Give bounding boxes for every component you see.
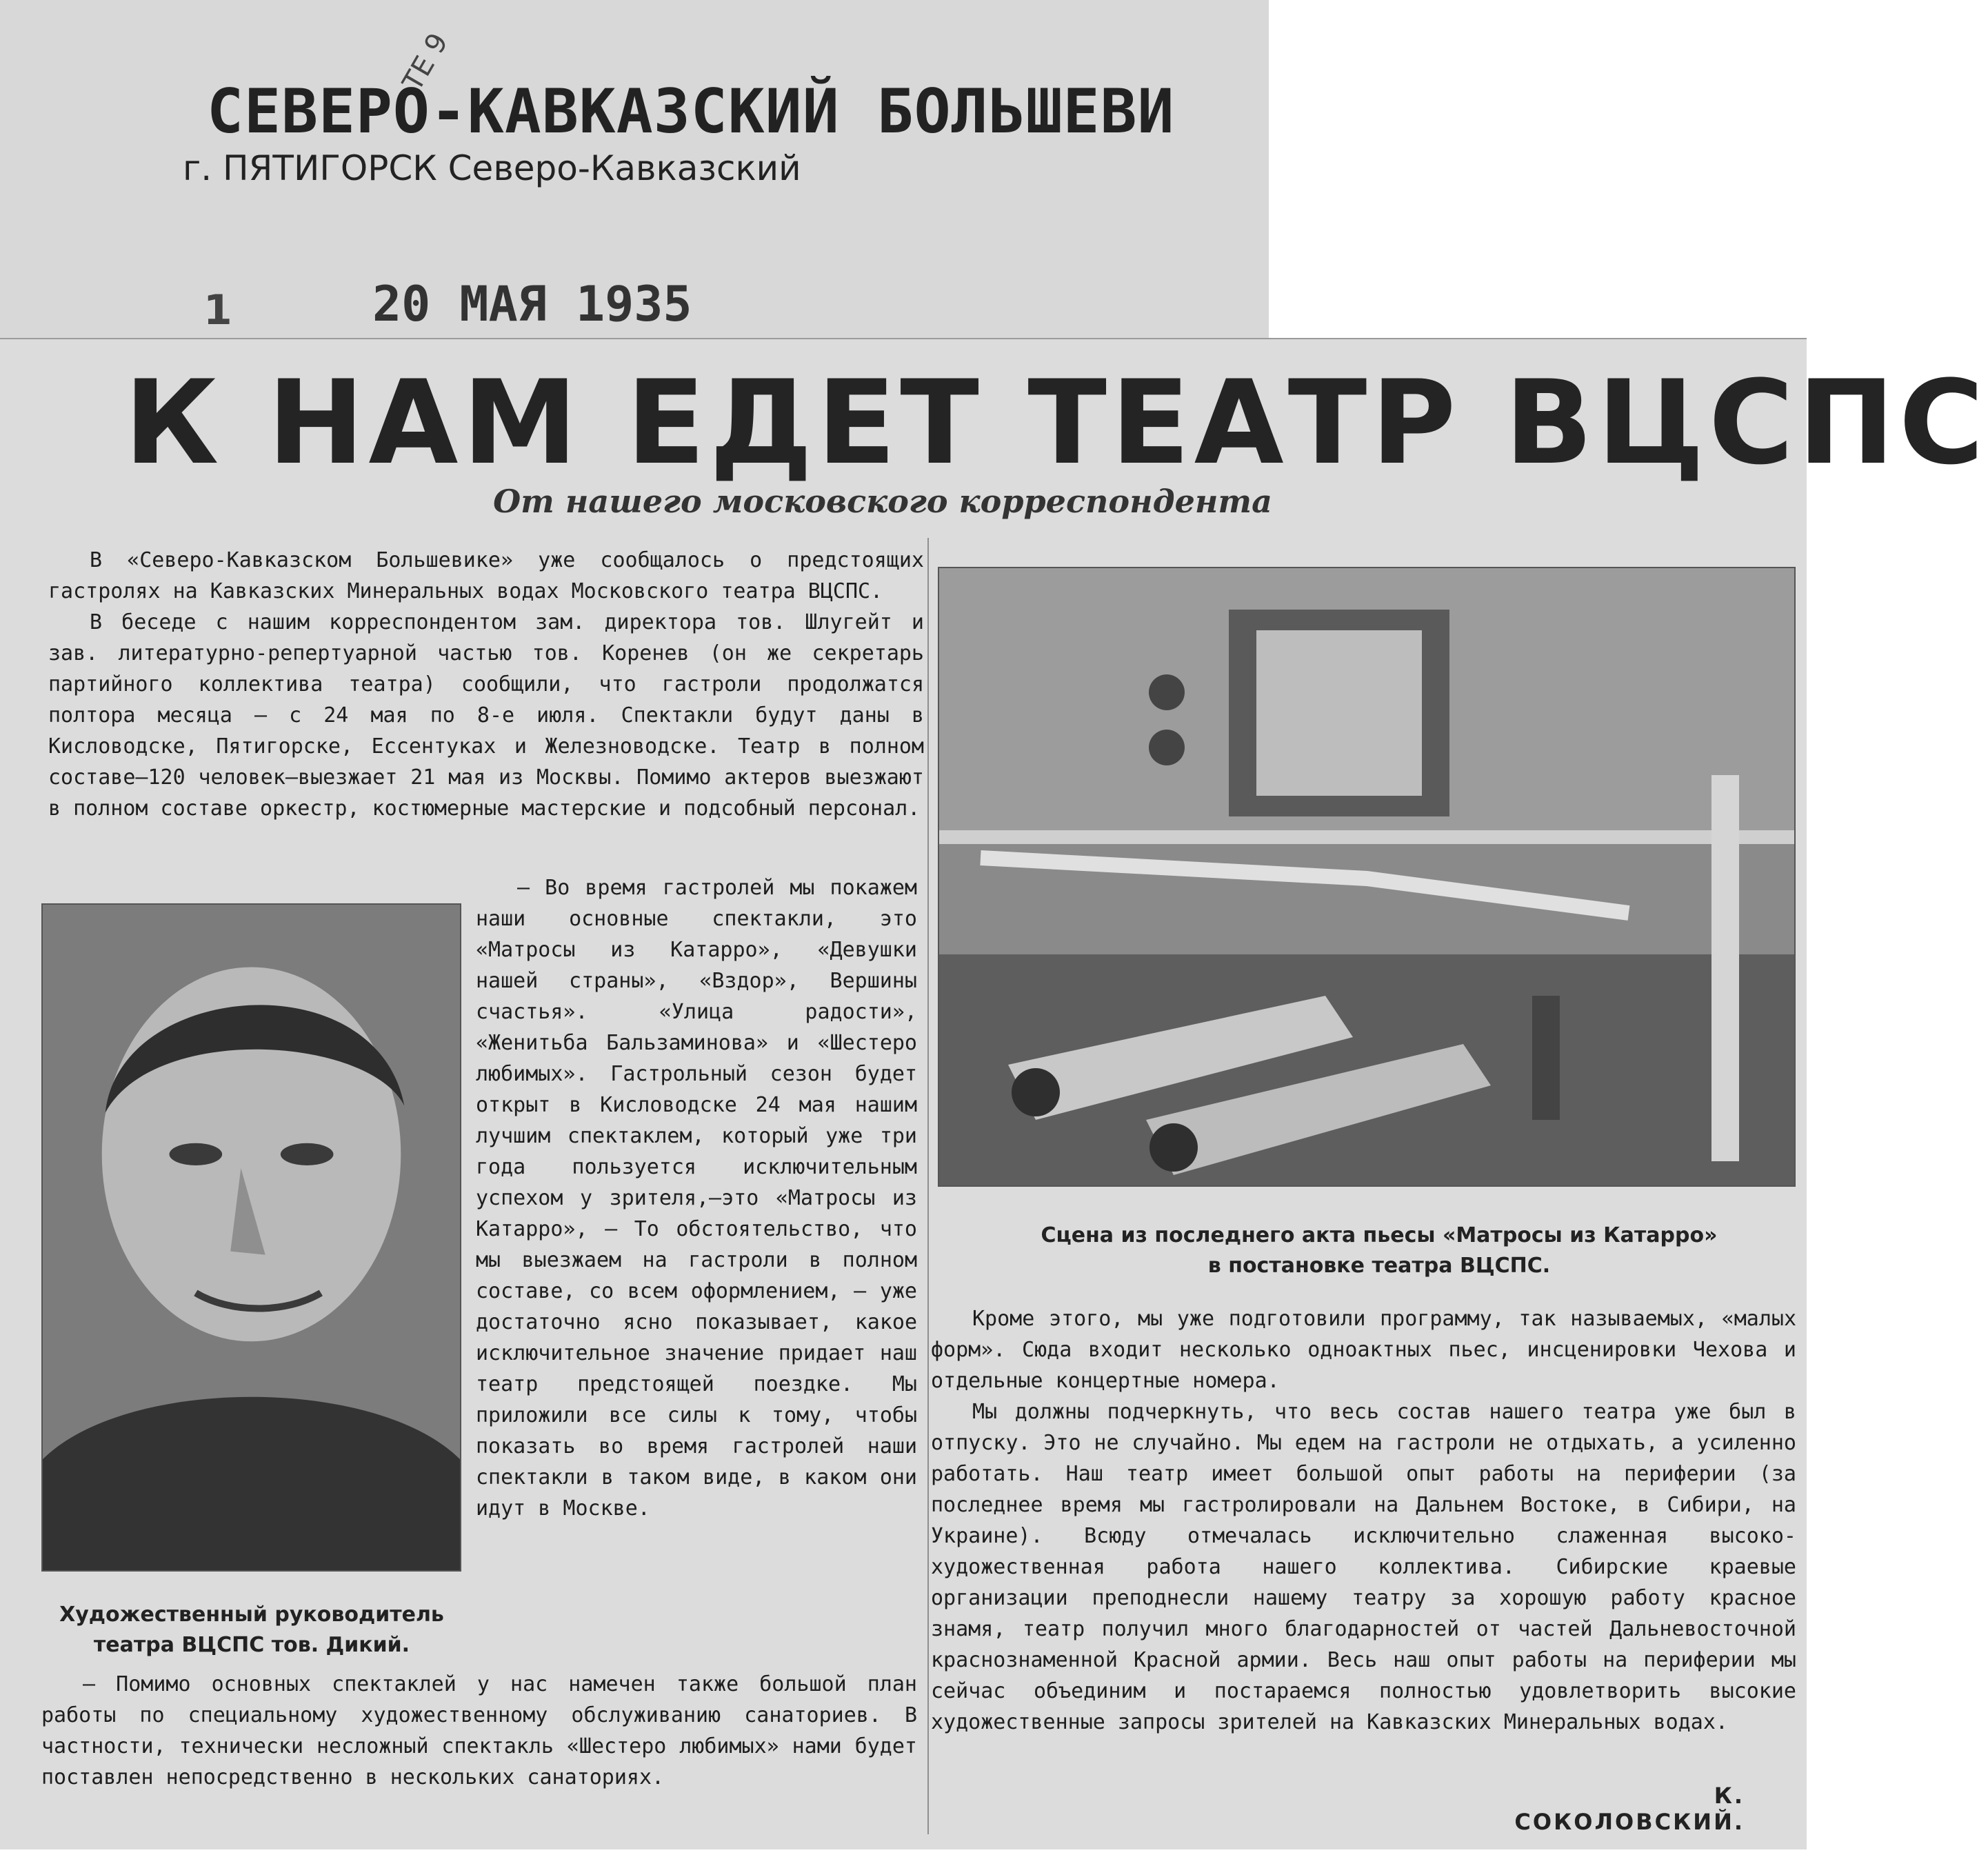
scene-caption-line: Сцена из последнего акта пьесы «Матросы из Катарро» <box>1041 1223 1718 1247</box>
article-headline: К НАМ ЕДЕТ ТЕАТР ВЦСПС <box>124 355 1988 490</box>
stamp-mark: 1 <box>203 286 232 334</box>
paragraph: В «Северо-Кавказском Большевике» уже сообщалось о предстоящих гастролях на Кавказских Минеральных водах Московского театра ВЦСПС. <box>48 548 924 603</box>
paragraph: В беседе с нашим корреспондентом зам. директора тов. Шлугейт и зав. литературно-репертуарной частью тов. Коренев (он же секретарь партийного коллектива театра) сообщили, что гастроли продолжатся полтора месяца — с 24 мая по 8-е июля. Спектакли будут даны в Кисловодске, Пятигорске, Ессентуках и Железноводске. Театр в полном составе—120 человек—выезжает 21 мая из Москвы. Помимо актеров выезжают в полном составе оркестр, костюмерные мастерские и подсобный персонал. <box>48 610 924 821</box>
article-byline: От нашего московского корреспондента <box>493 483 1272 520</box>
lead-text <box>48 545 924 824</box>
portrait-caption-line: Художественный руководитель <box>59 1603 444 1627</box>
portrait-photo-icon <box>43 905 460 1570</box>
newspaper-title: СЕВЕРО-КАВКАЗСКИЙ БОЛЬШЕВИ <box>207 76 1175 147</box>
stamp-letters: ТЕ 9 <box>396 28 455 97</box>
stage-scene-photo <box>938 567 1796 1187</box>
scene-caption-line: в постановке театра ВЦСПС. <box>1207 1254 1551 1278</box>
paragraph: — Во время гастролей мы покажем наши основные спектакли, это «Матросы из Катарро», «Девушки нашей страны», «Вздор», Вершины счастья». «Улица радости», «Женитьба Бальзаминова» и «Шестеро любимых». Гастрольный сезон будет открыт в Кисловодске 24 мая нашим лучшим спектаклем, который уже три года пользуется исключительным успехом у зрителя,—это «Матросы из Катарро», — То обстоятельство, что мы выезжаем на гастроли в полном составе, со всем оформлением, — уже достаточно ясно показывает, какое исключительное значение придает наш театр предстоящей поездке. Мы приложили все силы к тому, чтобы показать во время гастролей наши спектакли в таком виде, в каком они идут в Москве. <box>476 876 917 1521</box>
paragraph: Мы должны подчеркнуть, что весь состав нашего театра уже был в отпуску. Это не случайно. Мы едем на гастроли не отдыхать, а усиленно работать. Наш театр имеет большой опыт работы на периферии (за последнее время мы гастролировали на Дальнем Востоке, в Сибири, на Украине). Всюду отмечалась исключительно слаженная высоко-художественная работа нашего коллектива. Сибирские краевые организации преподнесли нашему театру за хорошую работу красное знамя, театр получил много благодарностей от частей Дальневосточной краснознаменной Красной армии. Весь наш опыт работы на периферии мы сейчас объединим и постараемся полностью удовлетворить высокие художественные запросы зрителей на Кавказских Минеральных водах. <box>931 1400 1796 1734</box>
column-divider <box>927 538 929 1834</box>
portrait-caption <box>41 1600 462 1661</box>
scene-caption <box>979 1221 1779 1281</box>
masthead-clipping <box>0 0 1269 372</box>
date-stamp: 20 МАЯ 1935 <box>372 276 692 332</box>
portrait-photo <box>41 903 461 1572</box>
bottom-text <box>41 1669 917 1793</box>
middle-text <box>476 872 917 1524</box>
author-signature: К. СОКОЛОВСКИЙ. <box>1514 1783 1745 1835</box>
stage-scene-icon <box>939 568 1794 1185</box>
portrait-caption-line: театра ВЦСПС тов. Дикий. <box>93 1633 410 1657</box>
right-text <box>931 1303 1796 1738</box>
newspaper-subtitle: г. ПЯТИГОРСК Северо-Кавказский <box>183 148 801 188</box>
paragraph: — Помимо основных спектаклей у нас намечен также большой план работы по специальному художественному обслуживанию санаториев. В частности, технически несложный спектакль «Шестеро любимых» нами будет поставлен непосредственно в нескольких санаториях. <box>41 1672 917 1789</box>
paragraph: Кроме этого, мы уже подготовили программу, так называемых, «малых форм». Сюда входит несколько одноактных пьес, инсценировки Чехова и отдельные концертные номера. <box>931 1307 1796 1393</box>
